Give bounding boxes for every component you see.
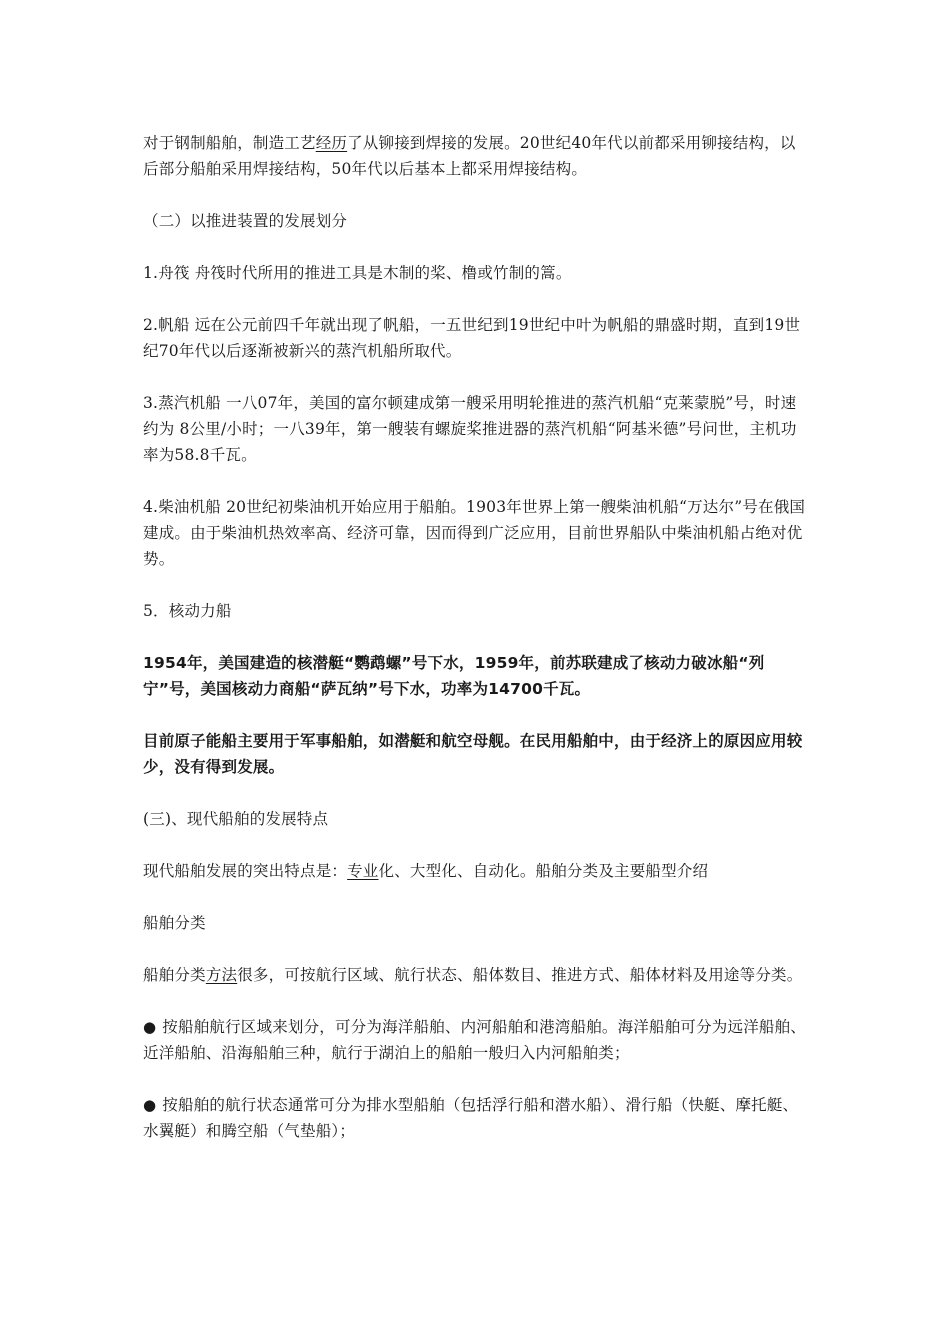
underlined-term-jingli: 经历 — [315, 134, 348, 152]
section-heading-modern-features: (三)、现代船舶的发展特点 — [143, 810, 329, 828]
heading-nuclear-ship: 5．核动力船 — [143, 602, 232, 620]
bullet-item-navigation-area: ● 按船舶航行区域来划分，可分为海洋船舶、内河船舶和港湾船舶。海洋船舶可分为远洋船舶、近洋船舶、沿海船舶三种，航行于湖泊上的船舶一般归入内河船舶类； — [143, 1014, 811, 1066]
paragraph-steel-ship-welding: 对于钢制船舶，制造工艺经历了从铆接到焊接的发展。20世纪40年代以前都采用铆接结构，以后部分船舶采用焊接结构，50年代以后基本上都采用焊接结构。 — [143, 134, 796, 178]
paragraph-classification-methods: 船舶分类方法很多，可按航行区域、航行状态、船体数目、推进方式、船体材料及用途等分类。 — [143, 966, 803, 984]
paragraph-modern-features: 现代船舶发展的突出特点是：专业化、大型化、自动化。船舶分类及主要船型介绍 — [143, 862, 709, 880]
underlined-term-fangfa: 方法 — [205, 966, 238, 984]
paragraph-steamship: 3.蒸汽机船 一八07年，美国的富尔顿建成第一艘采用明轮推进的蒸汽机船“克莱蒙脱”号，时速约为 8公里/小时；一八39年，第一艘装有螺旋桨推进器的蒸汽机船“阿基米德”号问世，主机功率为58.8千瓦。 — [143, 394, 797, 464]
document-page — [143, 130, 811, 1170]
paragraph-sailboat: 2.帆船 远在公元前四千年就出现了帆船，一五世纪到19世纪中叶为帆船的鼎盛时期，直到19世纪70年代以后逐渐被新兴的蒸汽机船所取代。 — [143, 316, 801, 360]
section-heading-propulsion: （二）以推进装置的发展划分 — [143, 212, 348, 230]
paragraph-raft: 1.舟筏 舟筏时代所用的推进工具是木制的桨、橹或竹制的篙。 — [143, 264, 572, 282]
paragraph-diesel-ship: 4.柴油机船 20世纪初柴油机开始应用于船舶。1903年世界上第一艘柴油机船“万达尔”号在俄国建成。由于柴油机热效率高、经济可靠，因而得到广泛应用，目前世界船队中柴油机船占绝对优势。 — [143, 498, 806, 568]
bullet-icon: ● — [143, 1096, 157, 1114]
paragraph-nuclear-history: 1954年，美国建造的核潜艇“鹦鹉螺”号下水，1959年，前苏联建成了核动力破冰船“列宁”号，美国核动力商船“萨瓦纳”号下水，功率为14700千瓦。 — [143, 654, 765, 698]
bullet-icon: ● — [143, 1018, 157, 1036]
underlined-term-zhuanye: 专业 — [347, 862, 379, 880]
bullet-item-navigation-state: ● 按船舶的航行状态通常可分为排水型船舶（包括浮行船和潜水船）、滑行船（快艇、摩托艇、水翼艇）和腾空船（气垫船）； — [143, 1092, 811, 1144]
heading-ship-classification: 船舶分类 — [143, 914, 206, 932]
paragraph-nuclear-usage: 目前原子能船主要用于军事船舶，如潜艇和航空母舰。在民用船舶中，由于经济上的原因应用较少，没有得到发展。 — [143, 732, 803, 776]
